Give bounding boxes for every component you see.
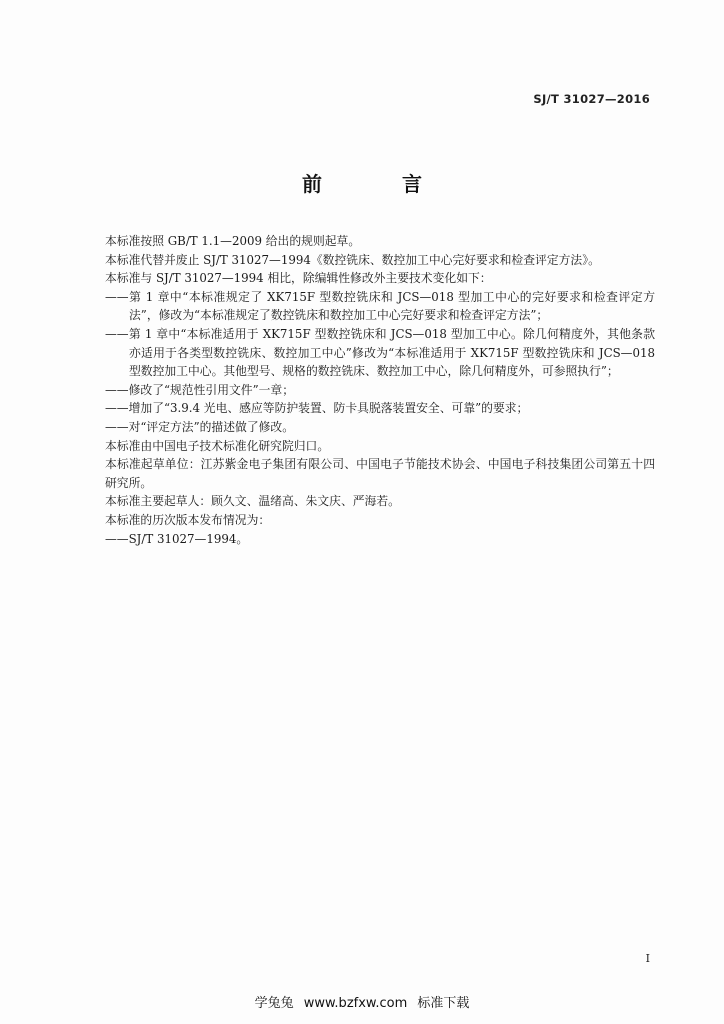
change-item: ——对“评定方法”的描述做了修改。 — [105, 419, 295, 434]
paragraph: 本标准起草单位：江苏紫金电子集团有限公司、中国电子节能技术协会、中国电子科技集团公司第五十四研究所。 — [105, 457, 655, 490]
paragraph: 本标准的历次版本发布情况为： — [105, 512, 271, 527]
footer-watermark: 学兔兔 www.bzfxw.com 标准下载 — [254, 996, 470, 1011]
change-item: ——增加了“3.9.4 光电、感应等防护装置、防卡具脱落装置安全、可靠”的要求； — [105, 401, 529, 416]
change-item: ——修改了“规范性引用文件”一章； — [105, 382, 295, 397]
page-title: 前 言 — [302, 172, 452, 196]
paragraph: 本标准按照 GB/T 1.1—2009 给出的规则起草。 — [105, 234, 361, 248]
standard-code: SJ/T 31027—2016 — [533, 92, 650, 106]
foreword-body — [105, 232, 655, 548]
page-number: I — [645, 952, 650, 965]
change-item: ——第 1 章中“本标准规定了 XK715F 型数控铣床和 JCS—018 型加工中心的完好要求和检查评定方法”，修改为“本标准规定了数控铣床和数控加工中心完好要求和检查评定方法”； — [105, 289, 655, 323]
paragraph: 本标准由中国电子技术标准化研究院归口。 — [105, 438, 330, 453]
paragraph: 本标准主要起草人：顾久文、温绪高、朱文庆、严海若。 — [105, 494, 400, 509]
version-item: ——SJ/T 31027—1994。 — [105, 531, 249, 546]
change-item: ——第 1 章中“本标准适用于 XK715F 型数控铣床和 JCS—018 型加工中心。除几何精度外，其他条款亦适用于各类型数控铣床、数控加工中心”修改为“本标准适用于 XK715F 型数控铣床和 JCS—018 型数控加工中心。其他型号、规格的数控铣床、数控加工中心，除几何精度外，可参照执行”； — [105, 326, 655, 379]
paragraph: 本标准代替并废止 SJ/T 31027—1994《数控铣床、数控加工中心完好要求和检查评定方法》。 — [105, 252, 600, 267]
paragraph: 本标准与 SJ/T 31027—1994 相比，除编辑性修改外主要技术变化如下： — [105, 271, 492, 286]
